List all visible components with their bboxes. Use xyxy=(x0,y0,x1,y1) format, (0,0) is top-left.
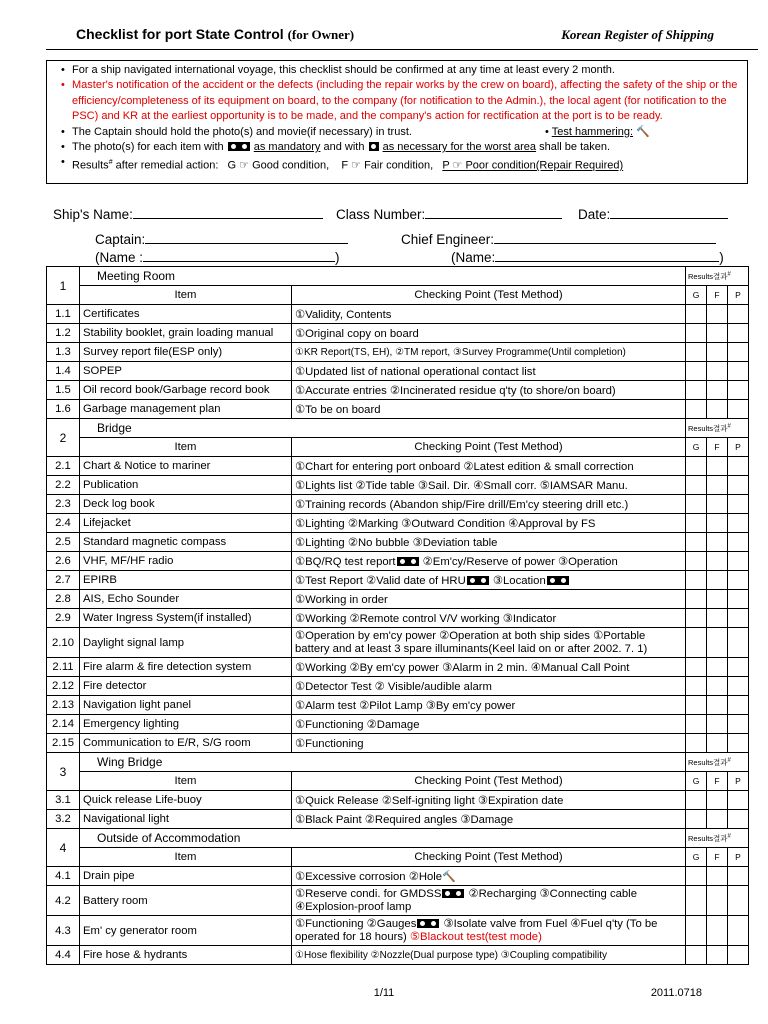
checking-point: ①Working in order xyxy=(292,590,686,609)
result-f-checkbox[interactable] xyxy=(707,609,728,628)
table-row xyxy=(47,810,749,829)
item-number: 2.11 xyxy=(47,658,80,677)
result-g-checkbox[interactable] xyxy=(686,552,707,571)
result-p-checkbox[interactable] xyxy=(728,715,749,734)
item-number: 2.9 xyxy=(47,609,80,628)
item-number: 3.2 xyxy=(47,810,80,829)
result-f-checkbox[interactable] xyxy=(707,590,728,609)
result-p-checkbox[interactable] xyxy=(728,552,749,571)
item-number: 2.2 xyxy=(47,476,80,495)
item-number: 2.14 xyxy=(47,715,80,734)
item-name: Deck log book xyxy=(80,495,292,514)
result-f-checkbox[interactable] xyxy=(707,677,728,696)
item-number: 4.1 xyxy=(47,867,80,886)
checking-point: ①BQ/RQ test report ②Em'cy/Reserve of power ③Operation xyxy=(292,552,686,571)
results-label: Results결과# xyxy=(686,753,749,772)
result-f-checkbox[interactable] xyxy=(707,628,728,658)
item-name: Publication xyxy=(80,476,292,495)
item-number: 1.3 xyxy=(47,343,80,362)
checking-point: ①Excessive corrosion ②Hole🔨 xyxy=(292,867,686,886)
result-f-checkbox[interactable] xyxy=(707,696,728,715)
result-g-checkbox[interactable] xyxy=(686,658,707,677)
result-g-checkbox[interactable] xyxy=(686,810,707,829)
result-f-checkbox[interactable] xyxy=(707,791,728,810)
result-p-checkbox[interactable] xyxy=(728,476,749,495)
table-row xyxy=(47,867,749,886)
col-p-header: P xyxy=(728,438,749,457)
captain-name-field[interactable]: (Name : ) xyxy=(95,250,340,265)
col-f-header: F xyxy=(707,848,728,867)
checking-point: ①Test Report ②Valid date of HRU ③Location xyxy=(292,571,686,590)
results-label: Results결과# xyxy=(686,267,749,286)
item-name: EPIRB xyxy=(80,571,292,590)
camera-double-icon xyxy=(547,576,569,585)
checking-point: ①Original copy on board xyxy=(292,324,686,343)
table-row xyxy=(47,305,749,324)
table-row xyxy=(47,362,749,381)
item-name: Oil record book/Garbage record book xyxy=(80,381,292,400)
col-p-header: P xyxy=(728,848,749,867)
result-f-checkbox[interactable] xyxy=(707,715,728,734)
result-g-checkbox[interactable] xyxy=(686,867,707,886)
result-p-checkbox[interactable] xyxy=(728,533,749,552)
result-g-checkbox[interactable] xyxy=(686,457,707,476)
results-label: Results결과# xyxy=(686,829,749,848)
note-line-4: • The photo(s) for each item with as mandatory and with as necessary for the worst area shall be taken. xyxy=(61,141,611,154)
class-number-field[interactable]: Class Number: xyxy=(336,206,562,222)
result-f-checkbox[interactable] xyxy=(707,658,728,677)
checking-point: ①To be on board xyxy=(292,400,686,419)
result-f-checkbox[interactable] xyxy=(707,514,728,533)
result-g-checkbox[interactable] xyxy=(686,343,707,362)
checking-point: ①Quick Release ②Self-igniting light ③Expiration date xyxy=(292,791,686,810)
item-number: 4.2 xyxy=(47,886,80,916)
instructions-box xyxy=(46,60,748,184)
table-row xyxy=(47,400,749,419)
result-g-checkbox[interactable] xyxy=(686,628,707,658)
section-title-row xyxy=(47,267,749,286)
item-number: 1.6 xyxy=(47,400,80,419)
result-p-checkbox[interactable] xyxy=(728,400,749,419)
result-g-checkbox[interactable] xyxy=(686,696,707,715)
result-f-checkbox[interactable] xyxy=(707,305,728,324)
table-row xyxy=(47,457,749,476)
checking-point: ①Validity, Contents xyxy=(292,305,686,324)
table-row xyxy=(47,791,749,810)
section-number: 1 xyxy=(47,267,80,305)
result-p-checkbox[interactable] xyxy=(728,916,749,946)
result-f-checkbox[interactable] xyxy=(707,533,728,552)
result-g-checkbox[interactable] xyxy=(686,324,707,343)
result-g-checkbox[interactable] xyxy=(686,381,707,400)
item-number: 4.4 xyxy=(47,946,80,965)
page-number: 1/11 xyxy=(373,987,395,999)
item-name: Quick release Life-buoy xyxy=(80,791,292,810)
col-check-header: Checking Point (Test Method) xyxy=(292,438,686,457)
item-name: AIS, Echo Sounder xyxy=(80,590,292,609)
results-label: Results결과# xyxy=(686,419,749,438)
result-f-checkbox[interactable] xyxy=(707,571,728,590)
result-f-checkbox[interactable] xyxy=(707,324,728,343)
table-row xyxy=(47,533,749,552)
table-row xyxy=(47,324,749,343)
checking-point: ①Lighting ②Marking ③Outward Condition ④Approval by FS xyxy=(292,514,686,533)
table-row xyxy=(47,916,749,946)
item-number: 2.15 xyxy=(47,734,80,753)
result-f-checkbox[interactable] xyxy=(707,734,728,753)
col-check-header: Checking Point (Test Method) xyxy=(292,848,686,867)
col-g-header: G xyxy=(686,286,707,305)
table-row xyxy=(47,514,749,533)
result-p-checkbox[interactable] xyxy=(728,791,749,810)
chief-engineer-field[interactable]: Chief Engineer: xyxy=(401,231,716,247)
result-f-checkbox[interactable] xyxy=(707,867,728,886)
col-p-header: P xyxy=(728,772,749,791)
camera-double-icon xyxy=(228,142,250,151)
item-name: Garbage management plan xyxy=(80,400,292,419)
result-f-checkbox[interactable] xyxy=(707,552,728,571)
result-p-checkbox[interactable] xyxy=(728,946,749,965)
item-name: Em' cy generator room xyxy=(80,916,292,946)
item-name: Drain pipe xyxy=(80,867,292,886)
result-p-checkbox[interactable] xyxy=(728,609,749,628)
chief-engineer-name-field[interactable]: (Name: ) xyxy=(451,250,724,265)
header-rule xyxy=(46,49,758,50)
item-name: Communication to E/R, S/G room xyxy=(80,734,292,753)
table-row xyxy=(47,381,749,400)
result-g-checkbox[interactable] xyxy=(686,715,707,734)
checking-point: ①Functioning ②Damage xyxy=(292,715,686,734)
item-number: 2.1 xyxy=(47,457,80,476)
section-title-row xyxy=(47,829,749,848)
result-g-checkbox[interactable] xyxy=(686,533,707,552)
result-p-checkbox[interactable] xyxy=(728,810,749,829)
section-number: 4 xyxy=(47,829,80,867)
item-name: Water Ingress System(if installed) xyxy=(80,609,292,628)
result-g-checkbox[interactable] xyxy=(686,791,707,810)
result-p-checkbox[interactable] xyxy=(728,495,749,514)
col-check-header: Checking Point (Test Method) xyxy=(292,286,686,305)
camera-double-icon xyxy=(467,576,489,585)
checking-point: ①Lights list ②Tide table ③Sail. Dir. ④Small corr. ⑤IAMSAR Manu. xyxy=(292,476,686,495)
item-name: Battery room xyxy=(80,886,292,916)
item-number: 1.5 xyxy=(47,381,80,400)
result-p-checkbox[interactable] xyxy=(728,734,749,753)
item-name: Navigation light panel xyxy=(80,696,292,715)
col-item-header: Item xyxy=(80,848,292,867)
result-p-checkbox[interactable] xyxy=(728,571,749,590)
item-name: Fire detector xyxy=(80,677,292,696)
item-name: Fire hose & hydrants xyxy=(80,946,292,965)
camera-single-icon xyxy=(369,142,379,151)
column-header-row xyxy=(47,286,749,305)
item-number: 2.13 xyxy=(47,696,80,715)
checklist-table xyxy=(46,266,749,965)
table-row xyxy=(47,715,749,734)
item-name: Survey report file(ESP only) xyxy=(80,343,292,362)
column-header-row xyxy=(47,848,749,867)
item-number: 1.4 xyxy=(47,362,80,381)
table-row xyxy=(47,628,749,658)
item-name: Navigational light xyxy=(80,810,292,829)
col-check-header: Checking Point (Test Method) xyxy=(292,772,686,791)
checking-point: ①Accurate entries ②Incinerated residue q'ty (to shore/on board) xyxy=(292,381,686,400)
result-g-checkbox[interactable] xyxy=(686,495,707,514)
item-number: 3.1 xyxy=(47,791,80,810)
result-g-checkbox[interactable] xyxy=(686,571,707,590)
result-p-checkbox[interactable] xyxy=(728,381,749,400)
result-p-checkbox[interactable] xyxy=(728,305,749,324)
result-p-checkbox[interactable] xyxy=(728,343,749,362)
item-name: VHF, MF/HF radio xyxy=(80,552,292,571)
table-row xyxy=(47,696,749,715)
organization-name: Korean Register of Shipping xyxy=(561,27,714,42)
column-header-row xyxy=(47,772,749,791)
result-f-checkbox[interactable] xyxy=(707,946,728,965)
checking-point: ①Detector Test ② Visible/audible alarm xyxy=(292,677,686,696)
table-row xyxy=(47,495,749,514)
col-f-header: F xyxy=(707,286,728,305)
item-name: SOPEP xyxy=(80,362,292,381)
ship-name-field[interactable]: Ship's Name: xyxy=(53,206,323,222)
section-number: 2 xyxy=(47,419,80,457)
table-row xyxy=(47,590,749,609)
camera-double-icon xyxy=(442,889,464,898)
item-name: Fire alarm & fire detection system xyxy=(80,658,292,677)
checking-point: ①Lighting ②No bubble ③Deviation table xyxy=(292,533,686,552)
item-name: Emergency lighting xyxy=(80,715,292,734)
checking-point: ①Working ②By em'cy power ③Alarm in 2 min. ④Manual Call Point xyxy=(292,658,686,677)
result-f-checkbox[interactable] xyxy=(707,362,728,381)
checking-point: ①Reserve condi. for GMDSS ②Recharging ③Connecting cable ④Explosion-proof lamp xyxy=(292,886,686,916)
col-p-header: P xyxy=(728,286,749,305)
camera-double-icon xyxy=(397,557,419,566)
date-field[interactable]: Date: xyxy=(578,206,728,222)
item-name: Daylight signal lamp xyxy=(80,628,292,658)
col-item-header: Item xyxy=(80,438,292,457)
result-f-checkbox[interactable] xyxy=(707,381,728,400)
hammer-icon: 🔨 xyxy=(442,870,456,883)
result-g-checkbox[interactable] xyxy=(686,916,707,946)
item-name: Stability booklet, grain loading manual xyxy=(80,324,292,343)
result-g-checkbox[interactable] xyxy=(686,886,707,916)
result-p-checkbox[interactable] xyxy=(728,658,749,677)
table-row xyxy=(47,677,749,696)
note-line-5: • Results# after remedial action: G ☞ Good condition, F ☞ Fair condition, P ☞ Poor condition(Repair Required) xyxy=(61,156,624,173)
result-p-checkbox[interactable] xyxy=(728,457,749,476)
hammer-icon: 🔨 xyxy=(636,125,650,138)
item-number: 4.3 xyxy=(47,916,80,946)
checking-point: ①Functioning ②Gauges ③Isolate valve from Fuel ④Fuel q'ty (To be operated for 18 hours) ⑤Blackout test(test mode) xyxy=(292,916,686,946)
result-p-checkbox[interactable] xyxy=(728,867,749,886)
item-name: Lifejacket xyxy=(80,514,292,533)
item-number: 1.2 xyxy=(47,324,80,343)
checking-point: ①Operation by em'cy power ②Operation at both ship sides ①Portable battery and at least 3 spare illuminants(Keel laid on or after 2002. 7. 1) xyxy=(292,628,686,658)
result-g-checkbox[interactable] xyxy=(686,305,707,324)
item-number: 2.6 xyxy=(47,552,80,571)
note-line-3: • The Captain should hold the photo(s) and movie(if necessary) in trust. • Test hammering: 🔨 xyxy=(72,125,739,140)
col-item-header: Item xyxy=(80,772,292,791)
result-g-checkbox[interactable] xyxy=(686,609,707,628)
result-g-checkbox[interactable] xyxy=(686,677,707,696)
section-number: 3 xyxy=(47,753,80,791)
checking-point: ①Updated list of national operational contact list xyxy=(292,362,686,381)
note-line-2: • Master's notification of the accident or the defects (including the repair works by the crew on board), affecting the safety of the ship or the efficiency/completeness of its equipment on board, to the company (for notification to the Admin.), the local agent (for notification to the PSC) and KR at the earliest opportunity is to be made, and the company's action for rectification at the port is to be ready. xyxy=(61,79,738,123)
item-name: Chart & Notice to mariner xyxy=(80,457,292,476)
result-g-checkbox[interactable] xyxy=(686,946,707,965)
item-number: 2.10 xyxy=(47,628,80,658)
camera-double-icon xyxy=(417,919,439,928)
col-g-header: G xyxy=(686,772,707,791)
result-p-checkbox[interactable] xyxy=(728,362,749,381)
result-p-checkbox[interactable] xyxy=(728,677,749,696)
table-row xyxy=(47,571,749,590)
captain-field[interactable]: Captain: xyxy=(95,231,348,247)
table-row xyxy=(47,476,749,495)
result-p-checkbox[interactable] xyxy=(728,324,749,343)
result-f-checkbox[interactable] xyxy=(707,916,728,946)
result-g-checkbox[interactable] xyxy=(686,362,707,381)
table-row xyxy=(47,886,749,916)
result-f-checkbox[interactable] xyxy=(707,476,728,495)
note-line-1: • For a ship navigated international voyage, this checklist should be confirmed at any time at least every 2 month. xyxy=(61,64,615,76)
section-title: Outside of Accommodation xyxy=(80,829,686,848)
checking-point: ①KR Report(TS, EH), ②TM report, ③Survey Programme(Until completion) xyxy=(292,343,686,362)
result-p-checkbox[interactable] xyxy=(728,628,749,658)
result-f-checkbox[interactable] xyxy=(707,343,728,362)
item-number: 2.5 xyxy=(47,533,80,552)
result-f-checkbox[interactable] xyxy=(707,810,728,829)
section-title-row xyxy=(47,753,749,772)
col-g-header: G xyxy=(686,848,707,867)
checking-point: ①Hose flexibility ②Nozzle(Dual purpose type) ③Coupling compatibility xyxy=(292,946,686,965)
col-f-header: F xyxy=(707,438,728,457)
result-p-checkbox[interactable] xyxy=(728,886,749,916)
table-row xyxy=(47,343,749,362)
result-f-checkbox[interactable] xyxy=(707,400,728,419)
item-number: 1.1 xyxy=(47,305,80,324)
table-row xyxy=(47,658,749,677)
result-g-checkbox[interactable] xyxy=(686,400,707,419)
checking-point: ①Chart for entering port onboard ②Latest edition & small correction xyxy=(292,457,686,476)
document-title: Checklist for port State Control (for Owner) xyxy=(76,26,355,42)
result-g-checkbox[interactable] xyxy=(686,734,707,753)
item-number: 2.12 xyxy=(47,677,80,696)
result-f-checkbox[interactable] xyxy=(707,495,728,514)
item-name: Certificates xyxy=(80,305,292,324)
result-f-checkbox[interactable] xyxy=(707,457,728,476)
col-f-header: F xyxy=(707,772,728,791)
item-number: 2.7 xyxy=(47,571,80,590)
result-f-checkbox[interactable] xyxy=(707,886,728,916)
section-title: Bridge xyxy=(80,419,686,438)
col-g-header: G xyxy=(686,438,707,457)
table-row xyxy=(47,609,749,628)
item-number: 2.3 xyxy=(47,495,80,514)
item-number: 2.4 xyxy=(47,514,80,533)
item-number: 2.8 xyxy=(47,590,80,609)
table-row xyxy=(47,946,749,965)
result-g-checkbox[interactable] xyxy=(686,476,707,495)
result-p-checkbox[interactable] xyxy=(728,696,749,715)
section-title: Meeting Room xyxy=(80,267,686,286)
section-title-row xyxy=(47,419,749,438)
result-g-checkbox[interactable] xyxy=(686,514,707,533)
table-row xyxy=(47,552,749,571)
item-name: Standard magnetic compass xyxy=(80,533,292,552)
result-p-checkbox[interactable] xyxy=(728,514,749,533)
section-title: Wing Bridge xyxy=(80,753,686,772)
column-header-row xyxy=(47,438,749,457)
result-p-checkbox[interactable] xyxy=(728,590,749,609)
revision-date: 2011.0718 xyxy=(650,987,702,999)
checking-point: ①Working ②Remote control V/V working ③Indicator xyxy=(292,609,686,628)
table-row xyxy=(47,734,749,753)
checking-point: ①Black Paint ②Required angles ③Damage xyxy=(292,810,686,829)
checking-point: ①Alarm test ②Pilot Lamp ③By em'cy power xyxy=(292,696,686,715)
document-subtitle: (for Owner) xyxy=(287,27,355,42)
col-item-header: Item xyxy=(80,286,292,305)
checking-point: ①Training records (Abandon ship/Fire drill/Em'cy steering drill etc.) xyxy=(292,495,686,514)
result-g-checkbox[interactable] xyxy=(686,590,707,609)
checking-point: ①Functioning xyxy=(292,734,686,753)
